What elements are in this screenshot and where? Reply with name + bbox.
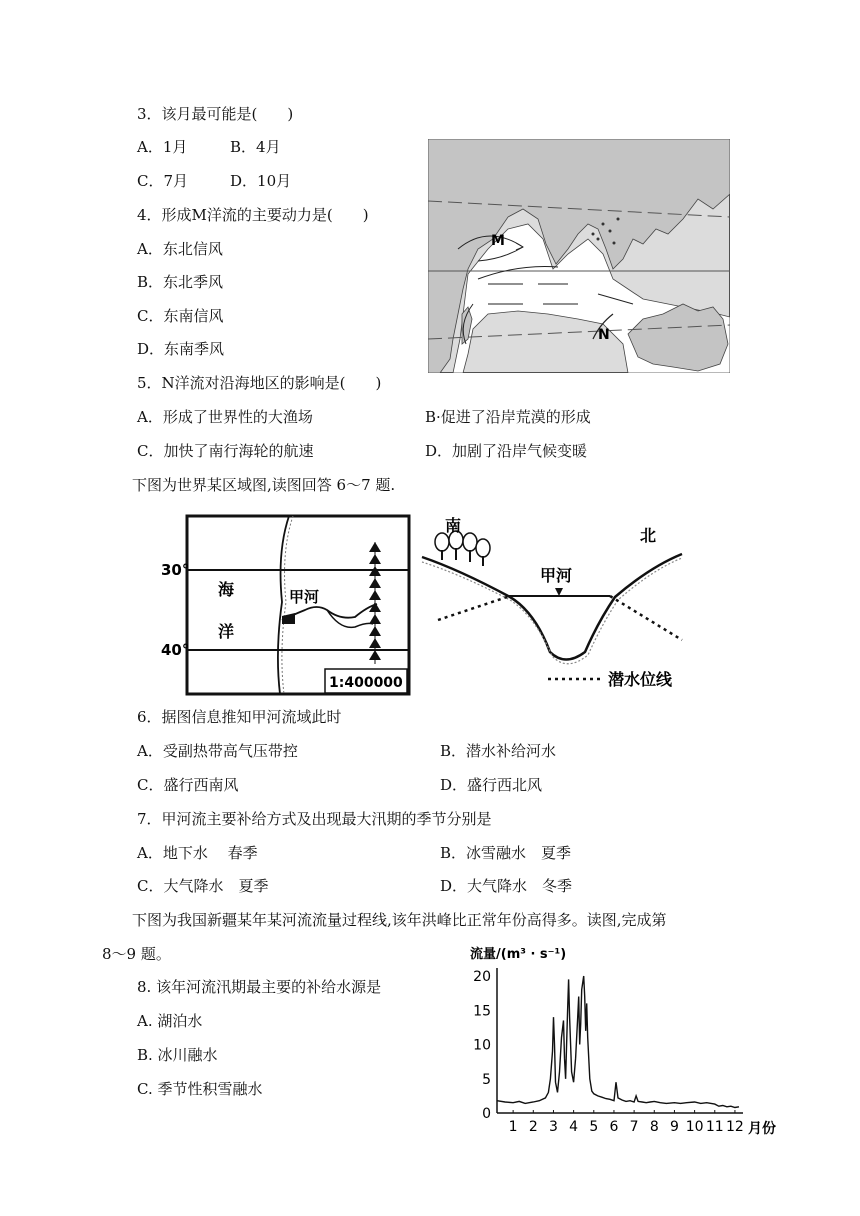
q8-stem: 8. 该年河流汛期最主要的补给水源是 — [137, 978, 382, 996]
intro-8-9-line1: 下图为我国新疆某年某河流流量过程线,该年洪峰比正常年份高得多。读图,完成第 — [132, 911, 667, 929]
north-label: 北 — [640, 526, 657, 545]
q3-option-a: A．1月 — [137, 138, 188, 156]
y-tick-label: 15 — [473, 1003, 491, 1020]
q3-option-c: C．7月 — [137, 172, 189, 190]
q4-stem: 4．形成M洋流的主要动力是( ) — [137, 206, 369, 224]
chart-y-axis-label: 流量/(m³ · s⁻¹) — [470, 947, 567, 962]
map-scale-label: 1:400000 — [329, 675, 403, 691]
intro-6-7: 下图为世界某区域图,读图回答 6～7 题. — [132, 476, 396, 494]
y-tick-label: 20 — [473, 969, 491, 985]
x-tick-label: 7 — [629, 1119, 639, 1135]
discharge-series-line — [497, 976, 739, 1108]
south-label: 南 — [445, 516, 462, 535]
q3-option-d: D．10月 — [230, 172, 292, 190]
y-tick-label: 10 — [473, 1037, 491, 1054]
section-river-label: 甲河 — [540, 566, 573, 585]
current-n-label: N — [598, 327, 610, 343]
q6-option-b: B．潜水补给河水 — [440, 742, 557, 760]
q3-stem: 3．该月最可能是( ) — [137, 105, 294, 123]
x-tick-label: 11 — [705, 1119, 724, 1135]
q4-option-b: B．东北季风 — [137, 273, 224, 291]
x-tick-label: 2 — [528, 1119, 538, 1135]
x-tick-label: 9 — [669, 1119, 679, 1135]
x-tick-label: 6 — [609, 1119, 619, 1135]
q4-option-c: C．东南信风 — [137, 307, 224, 325]
latitude-30-label: 30° — [161, 561, 190, 579]
q7-option-b: B．冰雪融水 夏季 — [440, 844, 572, 862]
q8-option-b: B. 冰川融水 — [137, 1046, 218, 1064]
q5-option-c: C．加快了南行海轮的航速 — [137, 442, 314, 460]
q7-option-d: D．大气降水 冬季 — [440, 877, 573, 895]
q6-stem: 6．据图信息推知甲河流域此时 — [137, 708, 342, 726]
q3-option-b: B．4月 — [230, 138, 281, 156]
q4-option-d: D．东南季风 — [137, 340, 225, 358]
latitude-40-label: 40° — [161, 641, 190, 659]
q7-option-a: A．地下水 春季 — [137, 844, 258, 862]
q8-option-c: C. 季节性积雪融水 — [137, 1080, 263, 1098]
y-tick-label: 0 — [482, 1106, 491, 1122]
x-tick-label: 12 — [726, 1119, 744, 1135]
x-tick-label: 3 — [548, 1119, 558, 1135]
current-m-label: M — [491, 233, 505, 249]
sea-label-1: 海 — [218, 580, 235, 599]
q6-option-d: D．盛行西北风 — [440, 776, 543, 794]
region-map — [155, 512, 415, 697]
q5-option-b: B·促进了沿岸荒漠的形成 — [425, 408, 591, 426]
water-table-legend: 潜水位线 — [608, 670, 673, 689]
x-tick-label: 1 — [508, 1119, 518, 1135]
x-tick-label: 10 — [685, 1119, 704, 1135]
q4-option-a: A．东北信风 — [137, 240, 223, 258]
q7-option-c: C．大气降水 夏季 — [137, 877, 269, 895]
river-cross-section — [420, 512, 700, 697]
chart-x-axis-label: 月份 — [748, 1121, 776, 1137]
q5-option-a: A．形成了世界性的大渔场 — [137, 408, 313, 426]
x-tick-label: 5 — [589, 1119, 599, 1135]
q6-option-c: C．盛行西南风 — [137, 776, 239, 794]
intro-8-9-line2: 8～9 题。 — [102, 945, 171, 963]
ocean-current-map — [428, 139, 730, 373]
sea-label-2: 洋 — [218, 622, 235, 641]
river-discharge-chart — [465, 938, 785, 1143]
q6-option-a: A．受副热带高气压带控 — [137, 742, 298, 760]
x-tick-label: 8 — [649, 1119, 659, 1135]
q5-option-d: D．加剧了沿岸气候变暖 — [425, 442, 588, 460]
q7-stem: 7．甲河流主要补给方式及出现最大汛期的季节分别是 — [137, 810, 492, 828]
x-tick-label: 4 — [569, 1119, 579, 1135]
y-tick-label: 5 — [482, 1071, 491, 1088]
q5-stem: 5．N洋流对沿海地区的影响是( ) — [137, 374, 382, 392]
river-jia-label: 甲河 — [289, 588, 320, 606]
q8-option-a: A. 湖泊水 — [137, 1012, 203, 1030]
